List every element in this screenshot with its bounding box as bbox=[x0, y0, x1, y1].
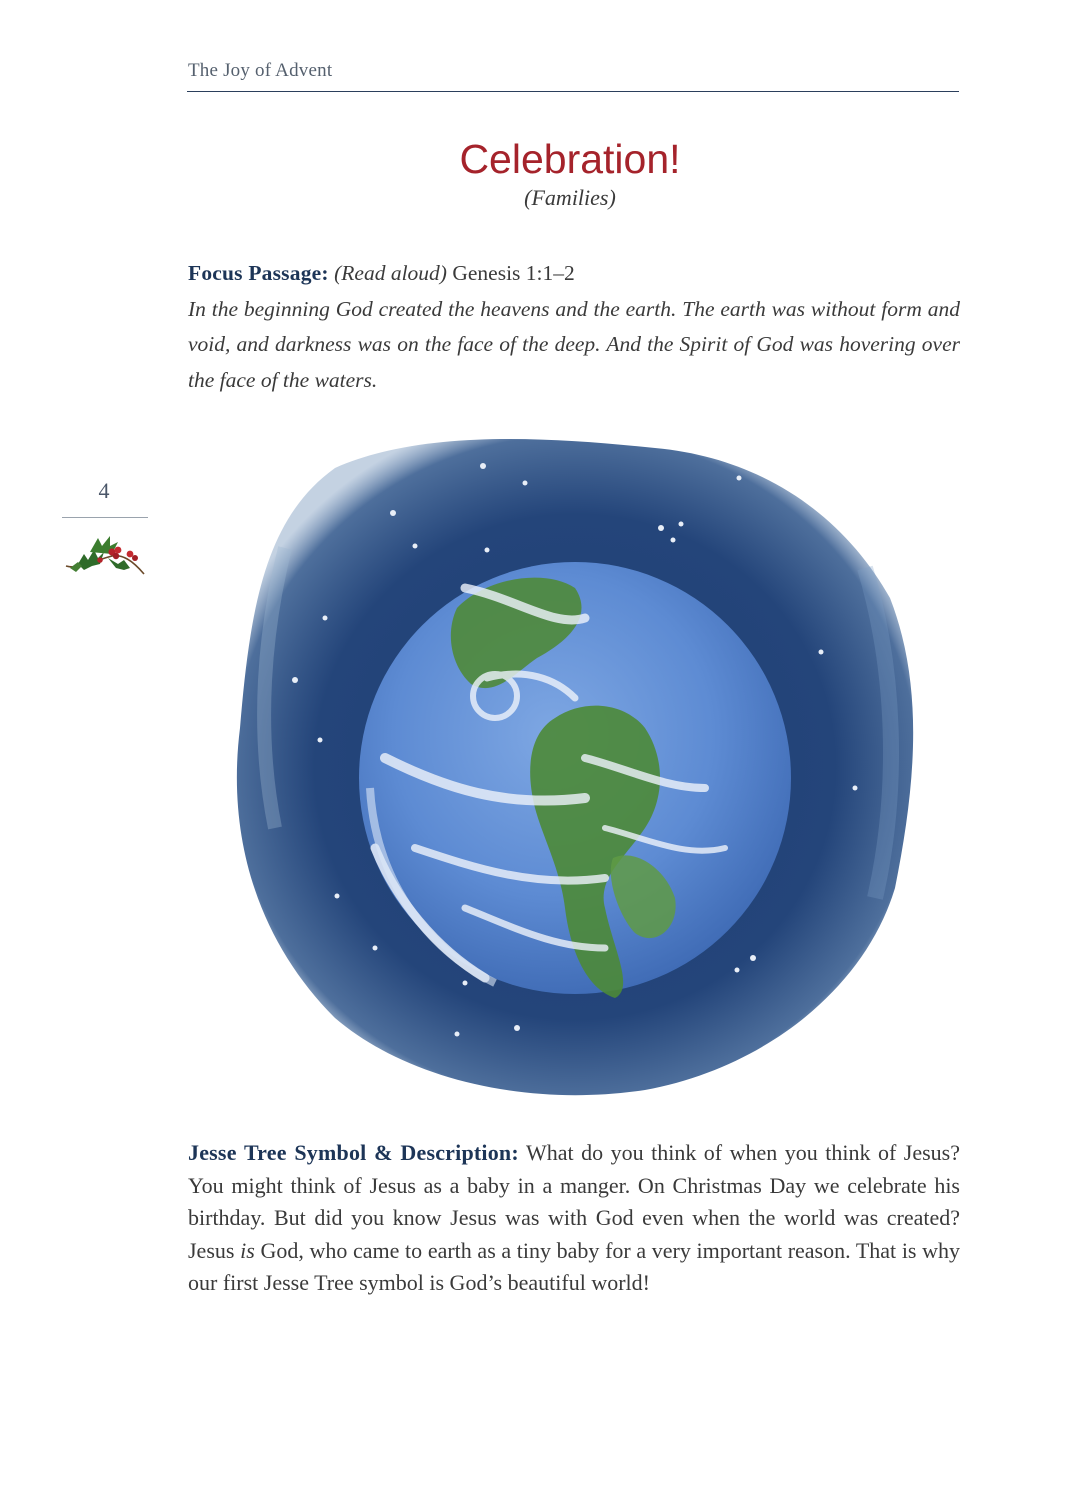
focus-label: Focus Passage: bbox=[188, 261, 329, 285]
focus-instruction: (Read aloud) bbox=[334, 261, 447, 285]
earth-illustration bbox=[225, 428, 925, 1108]
section-title: Celebration! bbox=[459, 136, 681, 182]
jesse-text-end: God, who came to earth as a tiny baby for a very important reason. That is why our first Jesse Tree symbol is God’s beautiful world! bbox=[188, 1237, 961, 1295]
section-subtitle: (Families) bbox=[524, 185, 616, 210]
jesse-text-start: What do you think of when you think of Jesus? You might think of Jesus as a baby in a manger. On Christmas Day we celebrate his birthday. But did you know Jesus was with God even when the world was created? Jesus bbox=[188, 1140, 961, 1263]
header-rule bbox=[187, 91, 959, 92]
focus-reference: Genesis 1:1–2 bbox=[452, 261, 575, 285]
jesse-tree-description bbox=[188, 1137, 960, 1300]
page-number-rule bbox=[62, 517, 148, 518]
focus-passage-block bbox=[188, 256, 960, 398]
page-number: 4 bbox=[98, 478, 110, 503]
jesse-label: Jesse Tree Symbol & Description: bbox=[188, 1140, 519, 1165]
focus-passage-text: In the beginning God created the heavens and the earth. The earth was without form and void, and darkness was on the face of the deep. And the Spirit of God was hovering over the face of the waters. bbox=[188, 296, 960, 392]
holly-icon bbox=[60, 530, 150, 580]
running-head: The Joy of Advent bbox=[188, 60, 333, 81]
jesse-emphasis: is bbox=[240, 1237, 255, 1263]
